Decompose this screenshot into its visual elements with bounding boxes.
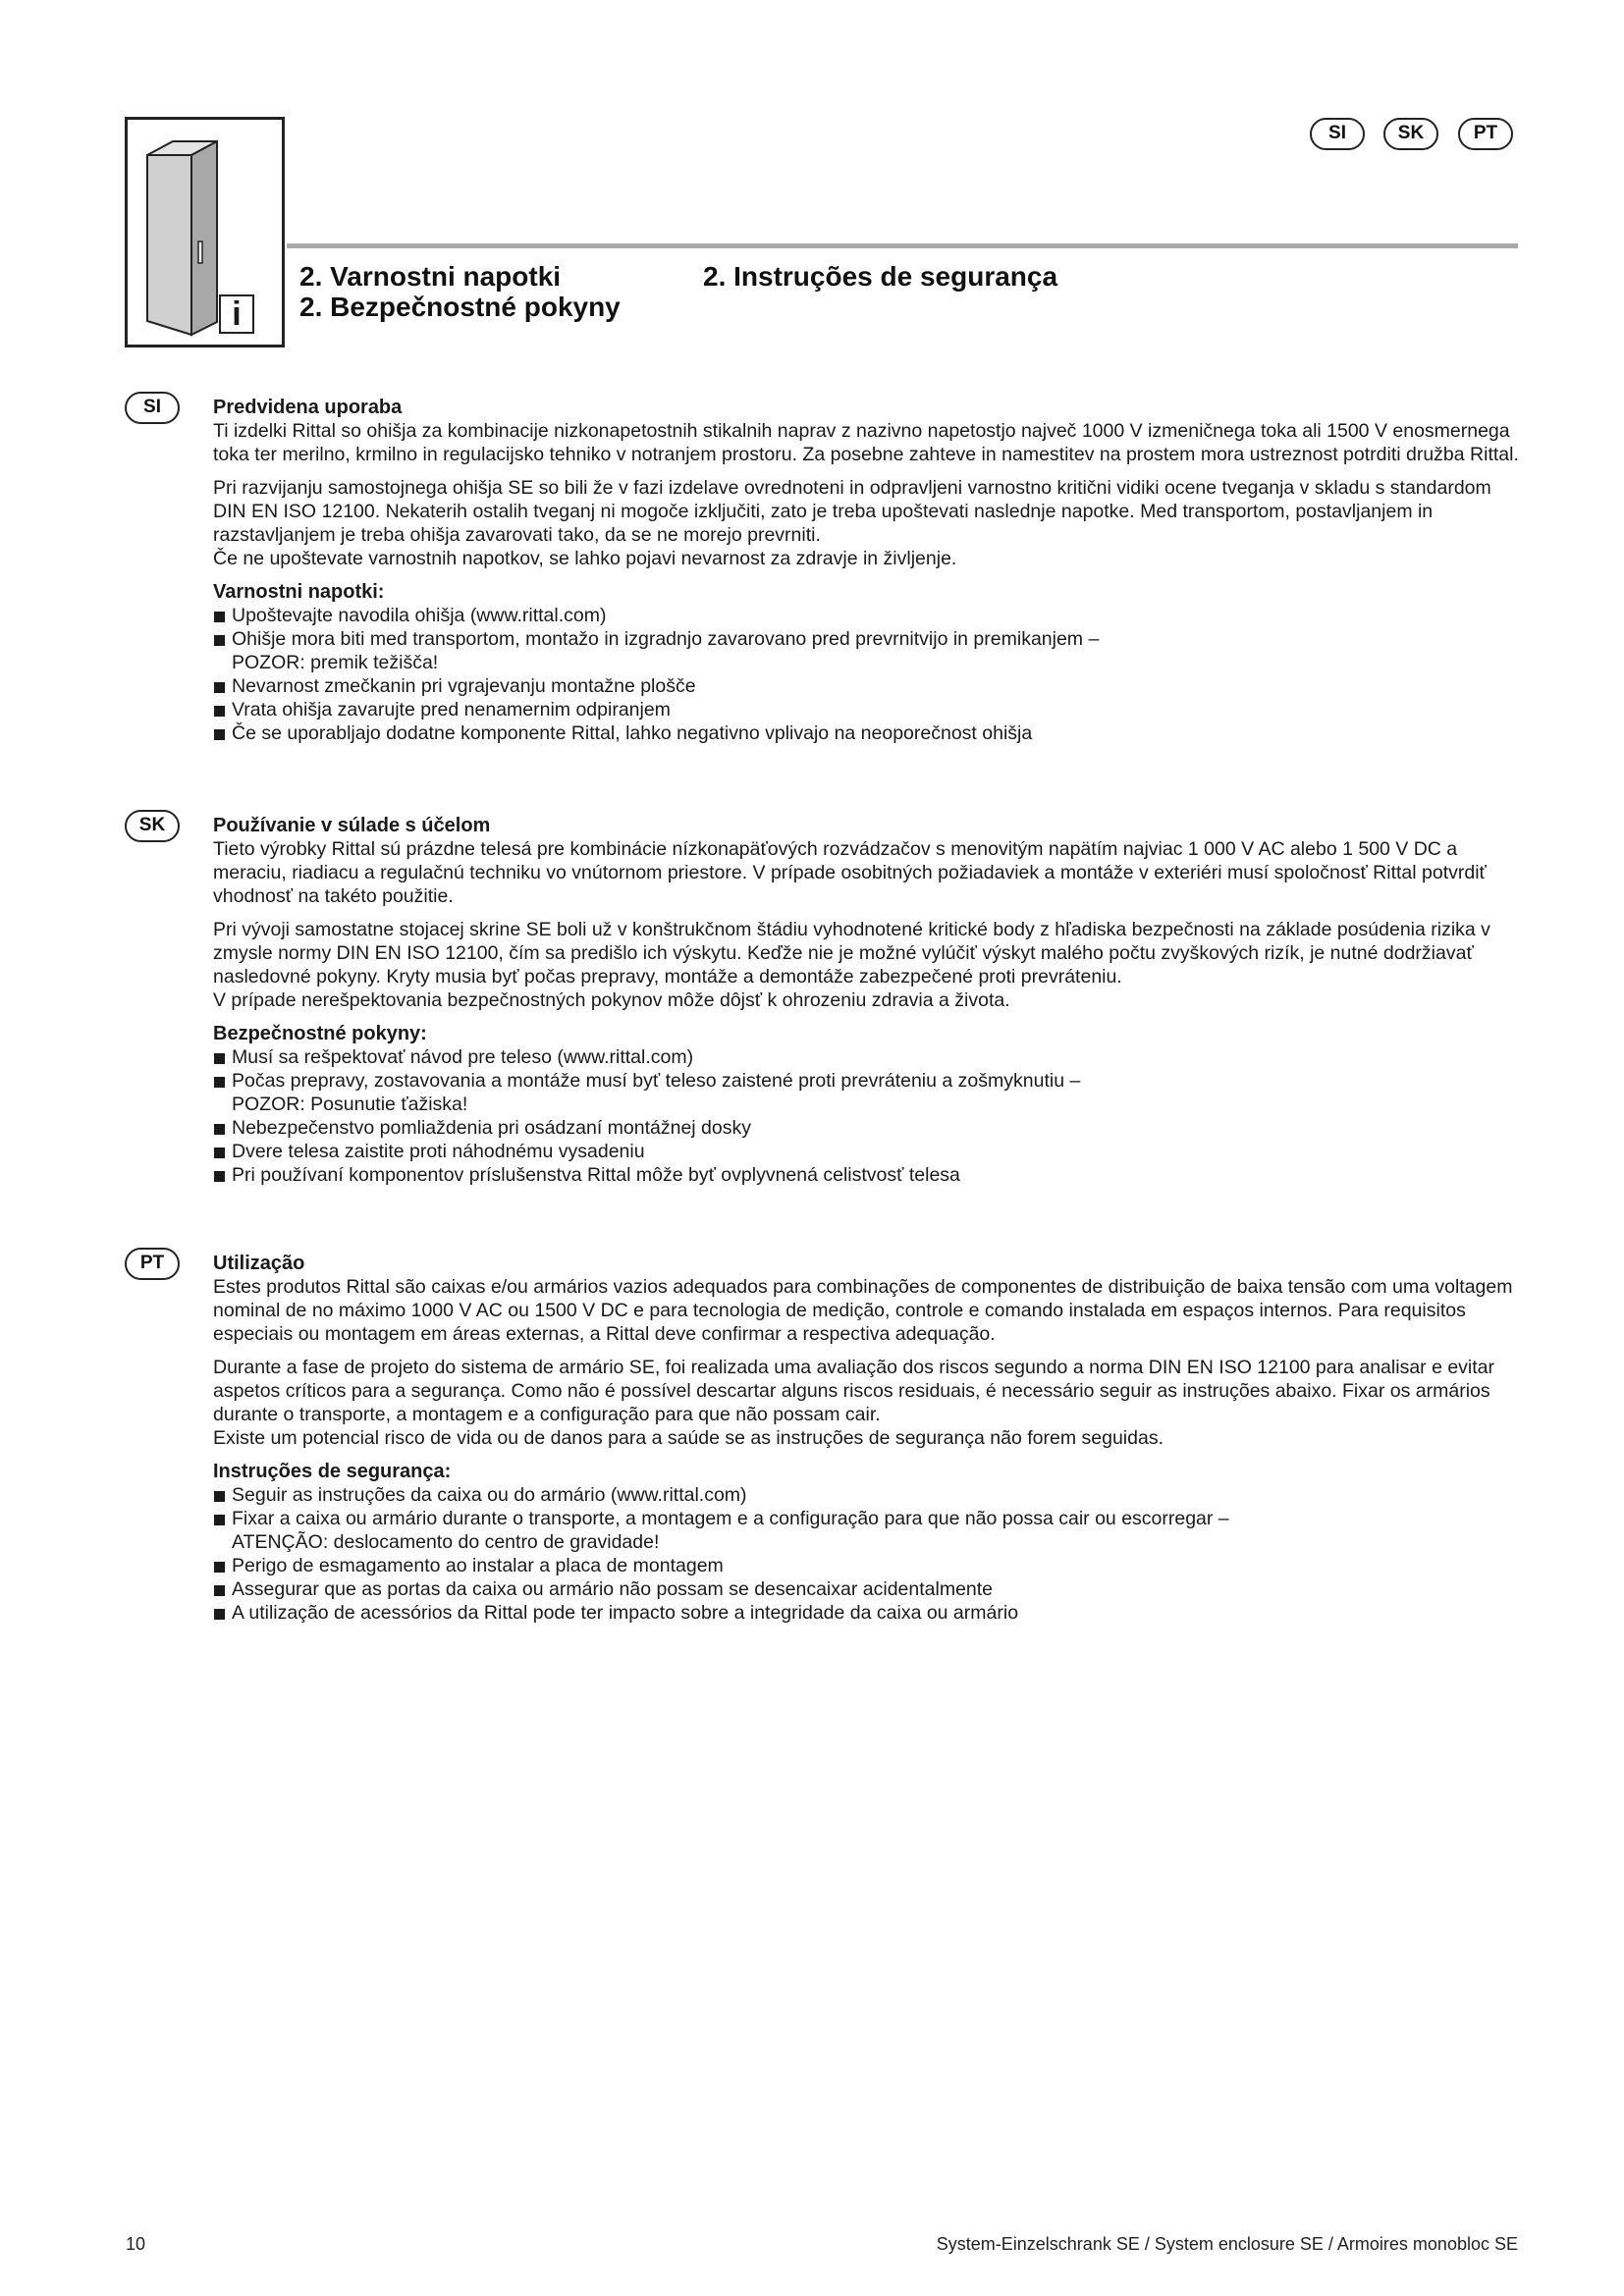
list-item-continuation: POZOR: premik težišča! xyxy=(232,652,439,673)
heading-si: 2. Varnostni napotki xyxy=(299,261,562,292)
si-paragraph-2-text: Pri razvijanju samostojnega ohišja SE so bili že v fazi izdelave ovrednoteni in odpravljeni varnostno kritični vidiki ocene tveganja v skladu s standardom DIN EN ISO 12100. Nekaterih ostalih tveganj ni mogoče izključiti, zato je treba upoštevati naslednje napotke. Med transportom, postavljanjem in razstavljanjem je treba ohišja zavarovati tako, da se ne morejo prevrniti. xyxy=(213,477,1491,546)
sk-subheading: Bezpečnostné pokyny: xyxy=(213,1023,427,1044)
info-badge xyxy=(219,294,254,334)
list-item: Upoštevajte navodila ohišja (www.rittal.com) xyxy=(213,604,1519,627)
list-item: Musí sa rešpektovať návod pre teleso (www.rittal.com) xyxy=(213,1045,1519,1069)
sk-heading: Používanie v súlade s účelom xyxy=(213,815,491,836)
pt-paragraph-1: Estes produtos Rittal são caixas e/ou armários vazios adequados para combinações de componentes de distribuição de baixa tensão com uma voltagem nominal de no máximo 1000 V AC ou 1500 V DC e para tecnologia de medição, controle e comando instalada em espaços internos. Para requisitos especiais ou montagem em áreas externas, a Rittal deve confirmar a respectiva adequação. xyxy=(213,1276,1513,1345)
si-heading: Predvidena uporaba xyxy=(213,397,403,418)
list-item: Ohišje mora biti med transportom, montažo in izgradnjo zavarovano pred prevrnitvijo in premikanjem – xyxy=(213,627,1519,651)
footer-title: System-Einzelschrank SE / System enclosure SE / Armoires monobloc SE xyxy=(936,2234,1518,2254)
section-si xyxy=(213,396,1519,745)
badge-pt-top: PT xyxy=(1458,118,1513,150)
list-item: Počas prepravy, zostavovania a montáže musí byť teleso zaistené proti prevráteniu a zošmyknutiu – xyxy=(213,1069,1519,1093)
list-item: Perigo de esmagamento ao instalar a placa de montagem xyxy=(213,1554,1519,1577)
enclosure-info-icon xyxy=(125,117,285,347)
list-item-continuation: POZOR: Posunutie ťažiska! xyxy=(232,1094,468,1115)
info-icon: i xyxy=(232,295,242,333)
pt-paragraph-2-text: Durante a fase de projeto do sistema de armário SE, foi realizada uma avaliação dos riscos segundo a norma DIN EN ISO 12100 para analisar e evitar aspetos críticos para a segurança. Como não é possível descartar alguns riscos residuais, é necessário seguir as instruções abaixo. Fixar os armários durante o transporte, a montagem e a configuração para que não possam cair. xyxy=(213,1357,1495,1425)
si-subheading: Varnostni napotki: xyxy=(213,581,385,603)
pt-paragraph-2 xyxy=(213,1356,1519,1450)
sk-paragraph-2-text: Pri vývoji samostatne stojacej skrine SE boli už v konštrukčnom štádiu vyhodnotené kritické body z hľadiska bezpečnosti na základe posúdenia rizika v zmysle normy DIN EN ISO 12100, čím sa predišlo ich výskytu. Keďže nie je možné vylúčiť výskyt malého počtu zvyškových rizík, je nutné dodržiavať nasledovné pokyny. Kryty musia byť počas prepravy, montáže a demontáže zabezpečené proti prevráteniu. xyxy=(213,919,1490,988)
list-item: Fixar a caixa ou armário durante o transporte, a montagem e a configuração para que não possa cair ou escorregar – xyxy=(213,1507,1519,1530)
list-item: Pri používaní komponentov príslušenstva Rittal môže byť ovplyvnená celistvosť telesa xyxy=(213,1163,1519,1187)
list-item: A utilização de acessórios da Rittal pode ter impacto sobre a integridade da caixa ou armário xyxy=(213,1601,1519,1625)
list-item: Če se uporabljajo dodatne komponente Rittal, lahko negativno vplivajo na neoporečnost ohišja xyxy=(213,721,1519,745)
list-item: Vrata ohišja zavarujte pred nenamernim odpiranjem xyxy=(213,698,1519,721)
badge-si-section: SI xyxy=(125,392,180,424)
sk-paragraph-3: V prípade nerešpektovania bezpečnostných pokynov môže dôjsť k ohrozeniu zdravia a života. xyxy=(213,989,1010,1011)
heading-pt: 2. Instruções de segurança xyxy=(703,261,1058,292)
si-paragraph-3: Če ne upoštevate varnostnih napotkov, se lahko pojavi nevarnost za zdravje in življenje. xyxy=(213,548,957,569)
section-sk xyxy=(213,814,1519,1187)
si-safety-list xyxy=(213,604,1519,745)
list-item: Nevarnost zmečkanin pri vgrajevanju montažne plošče xyxy=(213,674,1519,698)
badge-sk-top: SK xyxy=(1383,118,1438,150)
pt-heading: Utilização xyxy=(213,1253,305,1274)
pt-safety-list xyxy=(213,1483,1519,1625)
page-number: 10 xyxy=(126,2234,146,2254)
list-item: Dvere telesa zaistite proti náhodnému vysadeniu xyxy=(213,1140,1519,1163)
badge-pt-section: PT xyxy=(125,1248,180,1280)
list-item: Nebezpečenstvo pomliaždenia pri osádzaní montážnej dosky xyxy=(213,1116,1519,1140)
si-paragraph-1: Ti izdelki Rittal so ohišja za kombinacije nizkonapetostnih stikalnih naprav z nazivno napetostjo največ 1000 V izmeničnega toka ali 1500 V enosmernega toka ter merilno, krmilno in regulacijsko tehniko v notranjem prostoru. Za posebne zahteve in namestitev na prostem mora ustreznost potrditi družba Rittal. xyxy=(213,420,1519,465)
list-item: Seguir as instruções da caixa ou do armário (www.rittal.com) xyxy=(213,1483,1519,1507)
sk-paragraph-2 xyxy=(213,918,1519,1012)
sk-paragraph-1: Tieto výrobky Rittal sú prázdne telesá pre kombinácie nízkonapäťových rozvádzačov s menovitým napätím najviac 1 000 V AC alebo 1 500 V DC a meraciu, riadiacu a regulačnú techniku vo vnútornom priestore. V prípade osobitných požiadaviek a montáže v exteriéri musí spoločnosť Rittal potvrdiť vhodnosť na takéto použitie. xyxy=(213,838,1487,907)
header-rule xyxy=(287,243,1518,248)
list-item-continuation: ATENÇÃO: deslocamento do centro de gravidade! xyxy=(232,1531,660,1553)
badge-sk-section: SK xyxy=(125,810,180,842)
sk-safety-list xyxy=(213,1045,1519,1187)
si-paragraph-2 xyxy=(213,476,1519,570)
heading-sk: 2. Bezpečnostné pokyny xyxy=(299,292,621,322)
cabinet-icon xyxy=(128,120,282,345)
list-item: Assegurar que as portas da caixa ou armário não possam se desencaixar acidentalmente xyxy=(213,1577,1519,1601)
pt-subheading: Instruções de segurança: xyxy=(213,1461,452,1482)
pt-paragraph-3: Existe um potencial risco de vida ou de danos para a saúde se as instruções de segurança não forem seguidas. xyxy=(213,1427,1164,1449)
section-pt xyxy=(213,1252,1519,1625)
badge-si-top: SI xyxy=(1310,118,1365,150)
